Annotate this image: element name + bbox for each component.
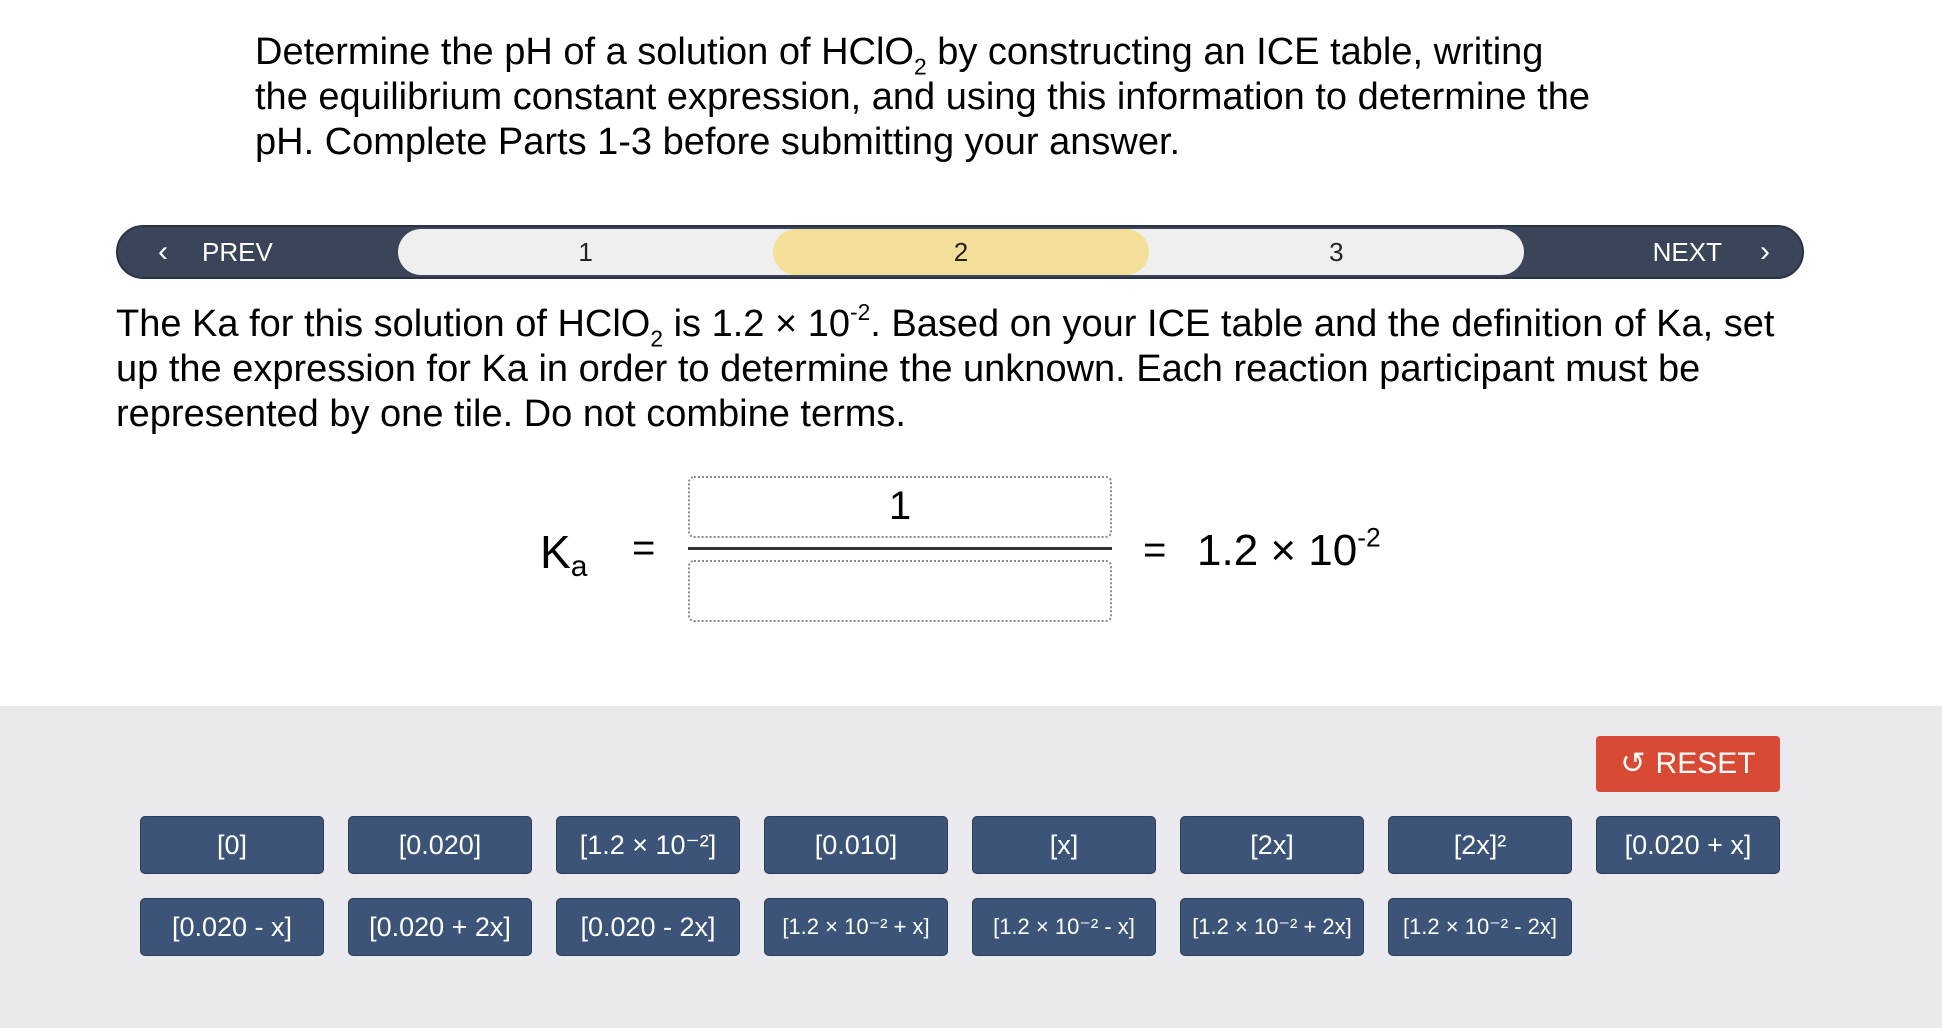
tile-0-020[interactable]: [0.020] [348, 816, 532, 874]
chevron-right-icon: › [1760, 235, 1770, 268]
next-button[interactable] [1653, 227, 1770, 277]
question-subscript: 2 [913, 53, 927, 80]
chevron-left-icon: ‹ [158, 235, 168, 268]
ka-expression [0, 470, 1942, 640]
prev-label: PREV [202, 237, 273, 267]
denominator-drop-zone[interactable] [688, 560, 1112, 622]
prompt-part-a: The Ka for this solution of HClO [116, 303, 651, 345]
step-3[interactable]: 3 [1329, 237, 1344, 267]
tile-0[interactable]: [0] [140, 816, 324, 874]
ka-value-exponent: -2 [1357, 522, 1381, 553]
tile-0-010[interactable]: [0.010] [764, 816, 948, 874]
step-track [398, 229, 1524, 275]
prompt-text [116, 299, 1816, 437]
next-label: NEXT [1652, 237, 1722, 267]
ka-label [540, 525, 587, 584]
tile-tray [0, 706, 1942, 1028]
tile-1-2e-2-plus-x[interactable]: [1.2 × 10⁻² + x] [764, 898, 948, 956]
ka-value-base: 1.2 × 10 [1197, 526, 1358, 575]
tile-1-2e-2-plus-2x[interactable]: [1.2 × 10⁻² + 2x] [1180, 898, 1364, 956]
tile-0-020-minus-2x[interactable]: [0.020 - 2x] [556, 898, 740, 956]
tile-0-020-plus-2x[interactable]: [0.020 + 2x] [348, 898, 532, 956]
reset-button[interactable] [1596, 736, 1780, 792]
ka-value [1197, 522, 1381, 576]
tile-1-2e-2[interactable]: [1.2 × 10⁻²] [556, 816, 740, 874]
tile-x[interactable]: [x] [972, 816, 1156, 874]
tile-2x-squared[interactable]: [2x]² [1388, 816, 1572, 874]
step-navigator [116, 225, 1804, 279]
reset-label: RESET [1655, 747, 1756, 780]
numerator-value: 1 [888, 484, 912, 528]
tile-0-020-plus-x[interactable]: [0.020 + x] [1596, 816, 1780, 874]
numerator-drop-zone[interactable] [688, 476, 1112, 538]
tile-2x[interactable]: [2x] [1180, 816, 1364, 874]
prompt-superscript: -2 [850, 299, 871, 326]
reset-icon: ↺ [1620, 747, 1646, 780]
ka-symbol: K [540, 526, 571, 578]
equals-sign: = [632, 526, 656, 570]
question-text [255, 30, 1735, 165]
question-line1-b: by constructing an ICE table, writing [926, 31, 1544, 73]
tile-1-2e-2-minus-2x[interactable]: [1.2 × 10⁻² - 2x] [1388, 898, 1572, 956]
fraction-bar [688, 547, 1112, 550]
tile-0-020-minus-x[interactable]: [0.020 - x] [140, 898, 324, 956]
prev-button[interactable] [158, 227, 273, 277]
question-line3: pH. Complete Parts 1-3 before submitting your answer. [255, 121, 1181, 163]
prompt-subscript: 2 [650, 325, 664, 352]
equals-sign-right: = [1143, 528, 1167, 572]
question-line1-a: Determine the pH of a solution of HClO [255, 31, 914, 73]
question-line2: the equilibrium constant expression, and using this information to determine the [255, 76, 1590, 118]
step-2[interactable]: 2 [773, 229, 1148, 275]
prompt-part-c: . Based on your ICE table and the definition of Ka, set up the expression for Ka in order to determine the unknown. Each reaction participant must be represented by one tile. Do not combine terms. [116, 303, 1775, 435]
step-1[interactable]: 1 [578, 237, 593, 267]
tile-1-2e-2-minus-x[interactable]: [1.2 × 10⁻² - x] [972, 898, 1156, 956]
prompt-part-b: is 1.2 × 10 [663, 303, 850, 345]
ka-subscript: a [570, 550, 588, 583]
